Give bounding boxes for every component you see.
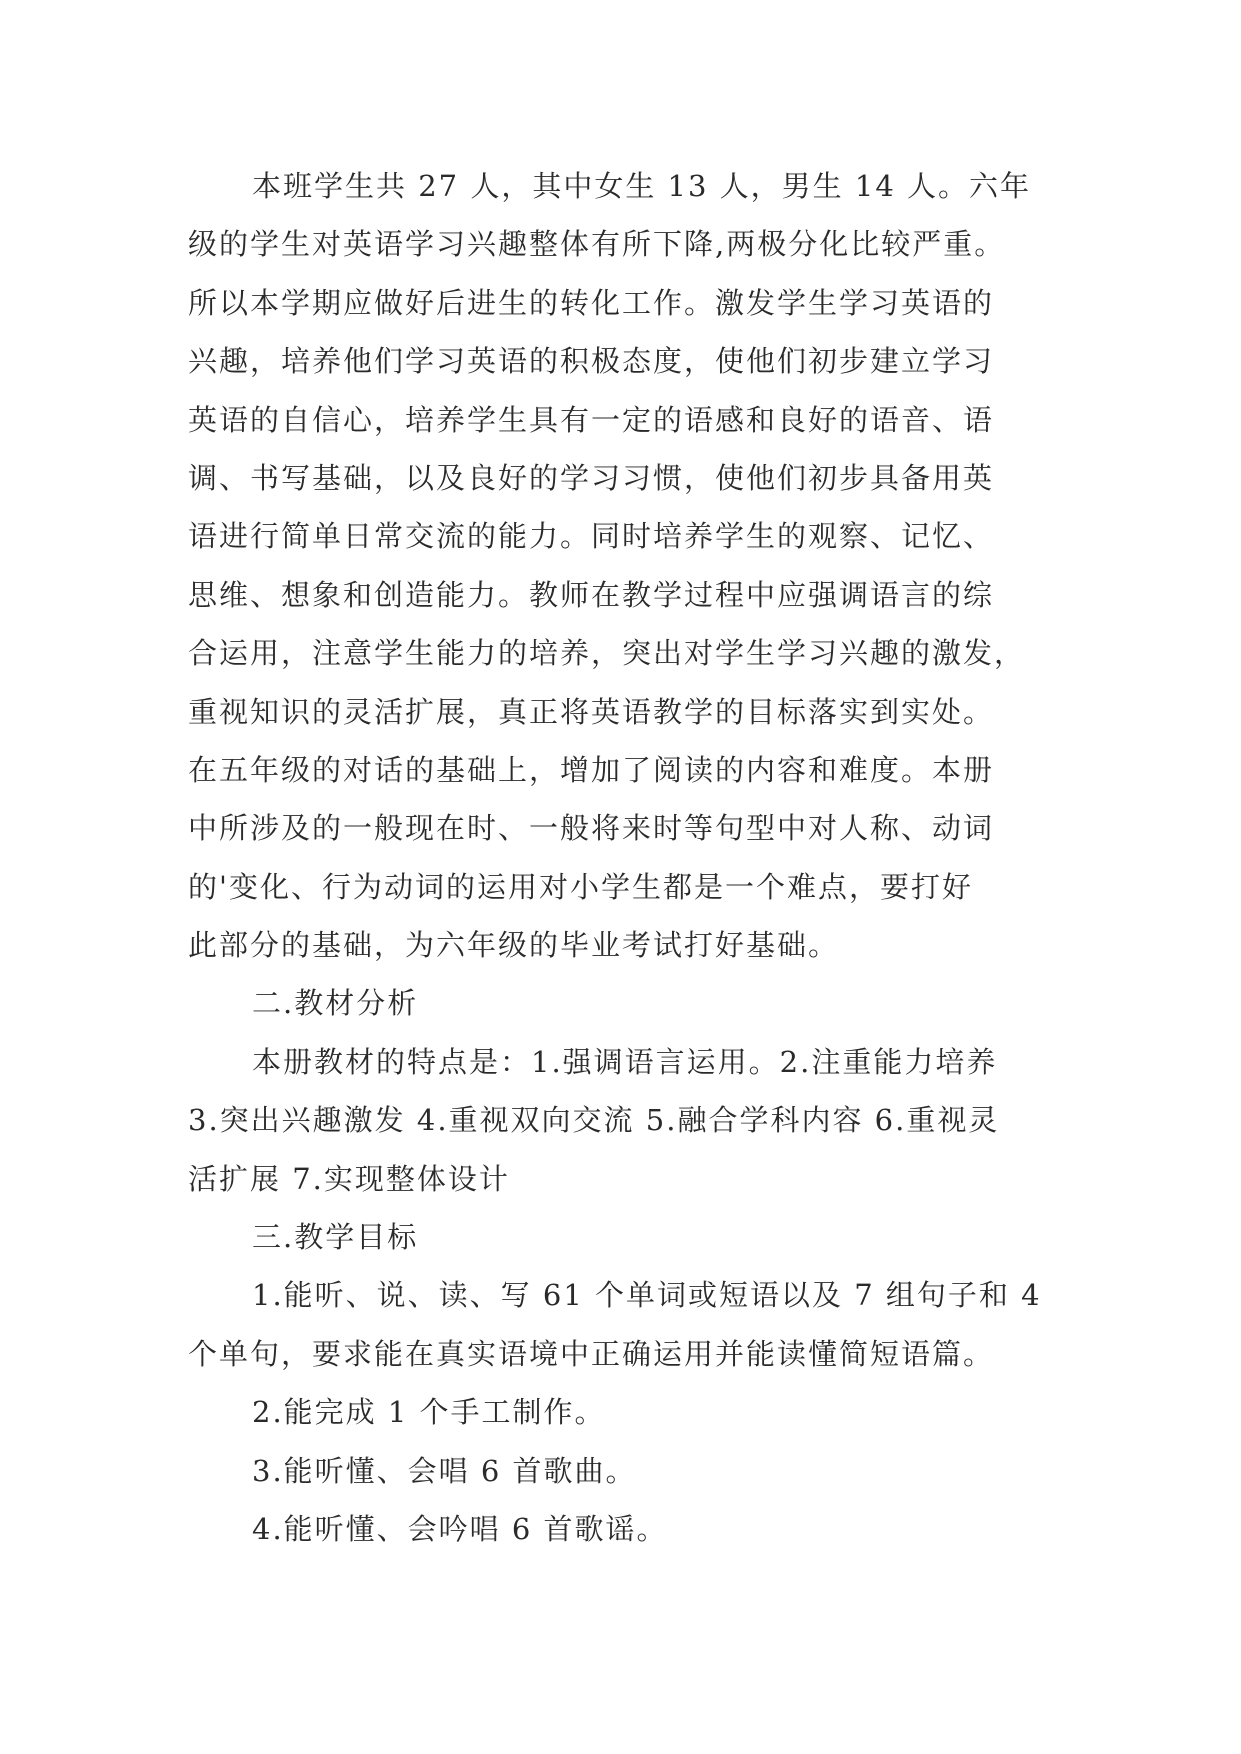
text-line: 调、书写基础，以及良好的学习习惯，使他们初步具备用英: [188, 460, 995, 495]
list-item: 1.能听、说、读、写 61 个单词或短语以及 7 组句子和 4: [252, 1278, 1042, 1313]
text-line: 活扩展 7.实现整体设计: [188, 1161, 510, 1196]
text-line: 英语的自信心，培养学生具有一定的语感和良好的语音、语: [188, 402, 995, 437]
document-body: [188, 157, 1088, 1558]
section-heading: 三.教学目标: [252, 1220, 419, 1255]
text-line: 所以本学期应做好后进生的转化工作。激发学生学习英语的: [188, 285, 995, 320]
list-item: 2.能完成 1 个手工制作。: [252, 1395, 606, 1430]
list-item: 3.能听懂、会唱 6 首歌曲。: [252, 1453, 637, 1488]
text-line: 本册教材的特点是：1.强调语言运用。2.注重能力培养: [252, 1044, 998, 1079]
section-heading: 二.教材分析: [252, 986, 419, 1021]
text-line: 3.突出兴趣激发 4.重视双向交流 5.融合学科内容 6.重视灵: [188, 1103, 1000, 1138]
text-line: 个单句，要求能在真实语境中正确运用并能读懂简短语篇。: [188, 1336, 995, 1371]
text-line: 重视知识的灵活扩展，真正将英语教学的目标落实到实处。: [188, 694, 995, 729]
text-line: 思维、想象和创造能力。教师在教学过程中应强调语言的综: [188, 577, 995, 612]
text-line: 语进行简单日常交流的能力。同时培养学生的观察、记忆、: [188, 519, 995, 554]
text-line: 合运用，注意学生能力的培养，突出对学生学习兴趣的激发，: [188, 636, 1026, 671]
text-line: 兴趣，培养他们学习英语的积极态度，使他们初步建立学习: [188, 344, 995, 379]
text-line: 此部分的基础，为六年级的毕业考试打好基础。: [188, 928, 840, 963]
text-line: 本班学生共 27 人，其中女生 13 人，男生 14 人。六年: [252, 169, 1032, 203]
text-line: 的'变化、行为动词的运用对小学生都是一个难点，要打好: [188, 869, 973, 904]
text-line: 在五年级的对话的基础上，增加了阅读的内容和难度。本册: [188, 752, 995, 787]
text-line: 中所涉及的一般现在时、一般将来时等句型中对人称、动词: [188, 811, 995, 846]
text-line: 级的学生对英语学习兴趣整体有所下降,两极分化比较严重。: [188, 227, 1006, 262]
list-item: 4.能听懂、会吟唱 6 首歌谣。: [252, 1511, 668, 1546]
